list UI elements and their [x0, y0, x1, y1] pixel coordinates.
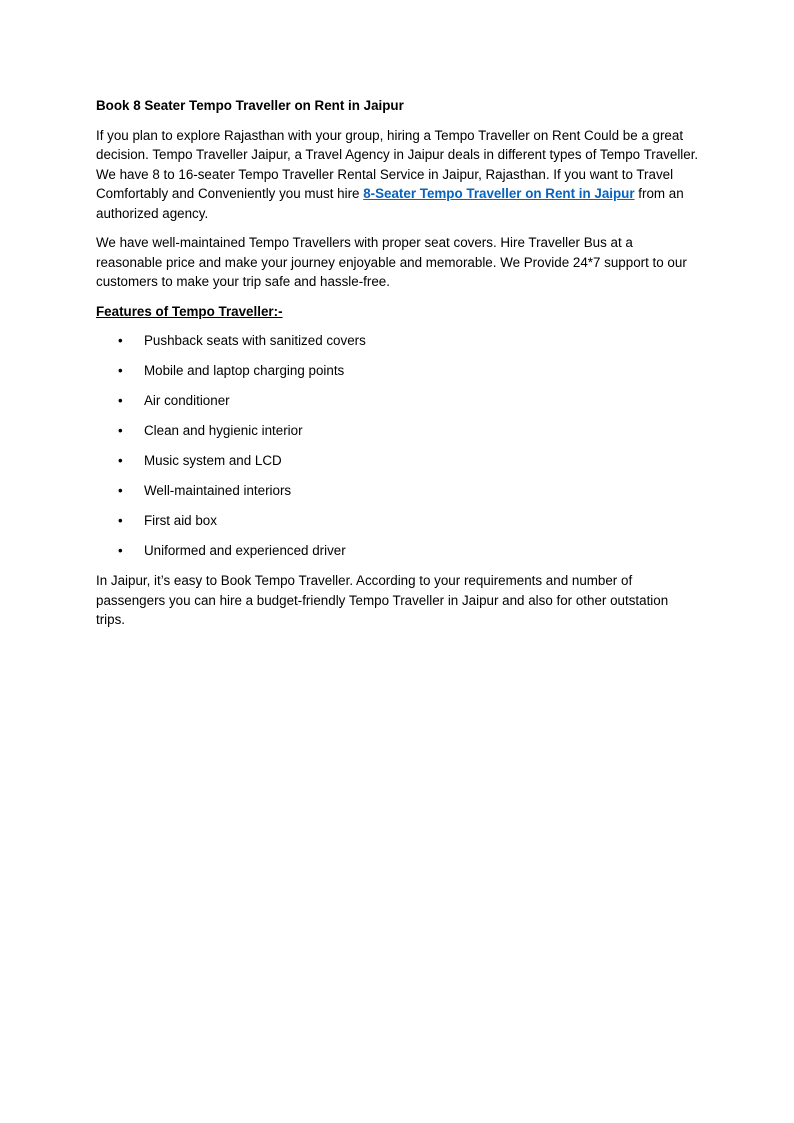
closing-paragraph: In Jaipur, it’s easy to Book Tempo Traveller. According to your requirements and number of passengers you can hire a budget-friendly Tempo Traveller in Jaipur and also for other outstation trips.: [96, 573, 669, 627]
list-item: [96, 361, 700, 381]
feature-text: Air conditioner: [144, 393, 230, 408]
list-item: [96, 391, 700, 411]
list-item: [96, 481, 700, 501]
feature-text: Uniformed and experienced driver: [144, 543, 346, 558]
feature-text: Clean and hygienic interior: [144, 423, 303, 438]
feature-text: Pushback seats with sanitized covers: [144, 333, 366, 348]
bullet-icon: •: [118, 363, 123, 378]
feature-text: Music system and LCD: [144, 453, 282, 468]
bullet-icon: •: [118, 513, 123, 528]
list-item: [96, 541, 700, 561]
list-item: [96, 511, 700, 531]
feature-text: First aid box: [144, 513, 217, 528]
feature-text: Mobile and laptop charging points: [144, 363, 345, 378]
list-item: [96, 451, 700, 471]
list-item: [96, 421, 700, 441]
bullet-icon: •: [118, 393, 123, 408]
tempo-traveller-link[interactable]: 8-Seater Tempo Traveller on Rent in Jaipur: [363, 186, 635, 201]
list-item: [96, 331, 700, 351]
intro-paragraph: [96, 126, 700, 224]
bullet-icon: •: [118, 333, 123, 348]
document-page: [96, 96, 700, 640]
intro-text-after: from an authorized agency.: [96, 186, 684, 221]
bullet-icon: •: [118, 423, 123, 438]
feature-text: Well-maintained interiors: [144, 483, 292, 498]
features-heading: Features of Tempo Traveller:-: [96, 303, 283, 319]
document-title: Book 8 Seater Tempo Traveller on Rent in Jaipur: [96, 98, 404, 113]
maintenance-paragraph: We have well-maintained Tempo Travellers with proper seat covers. Hire Traveller Bus at a reasonable price and make your journey enjoyable and memorable. We Provide 24*7 support to our customers to make your trip safe and hassle-free.: [96, 235, 687, 289]
bullet-icon: •: [118, 543, 123, 558]
intro-text-before: If you plan to explore Rajasthan with your group, hiring a Tempo Traveller on Rent Could be a great decision. Tempo Traveller Jaipur, a Travel Agency in Jaipur deals in different types of Tempo Traveller. We have 8 to 16-seater Tempo Traveller Rental Service in Jaipur, Rajasthan. If you want to Travel Comfortably and Conveniently you must hire: [96, 127, 699, 201]
features-list: [96, 331, 700, 561]
bullet-icon: •: [118, 483, 123, 498]
bullet-icon: •: [118, 453, 123, 468]
